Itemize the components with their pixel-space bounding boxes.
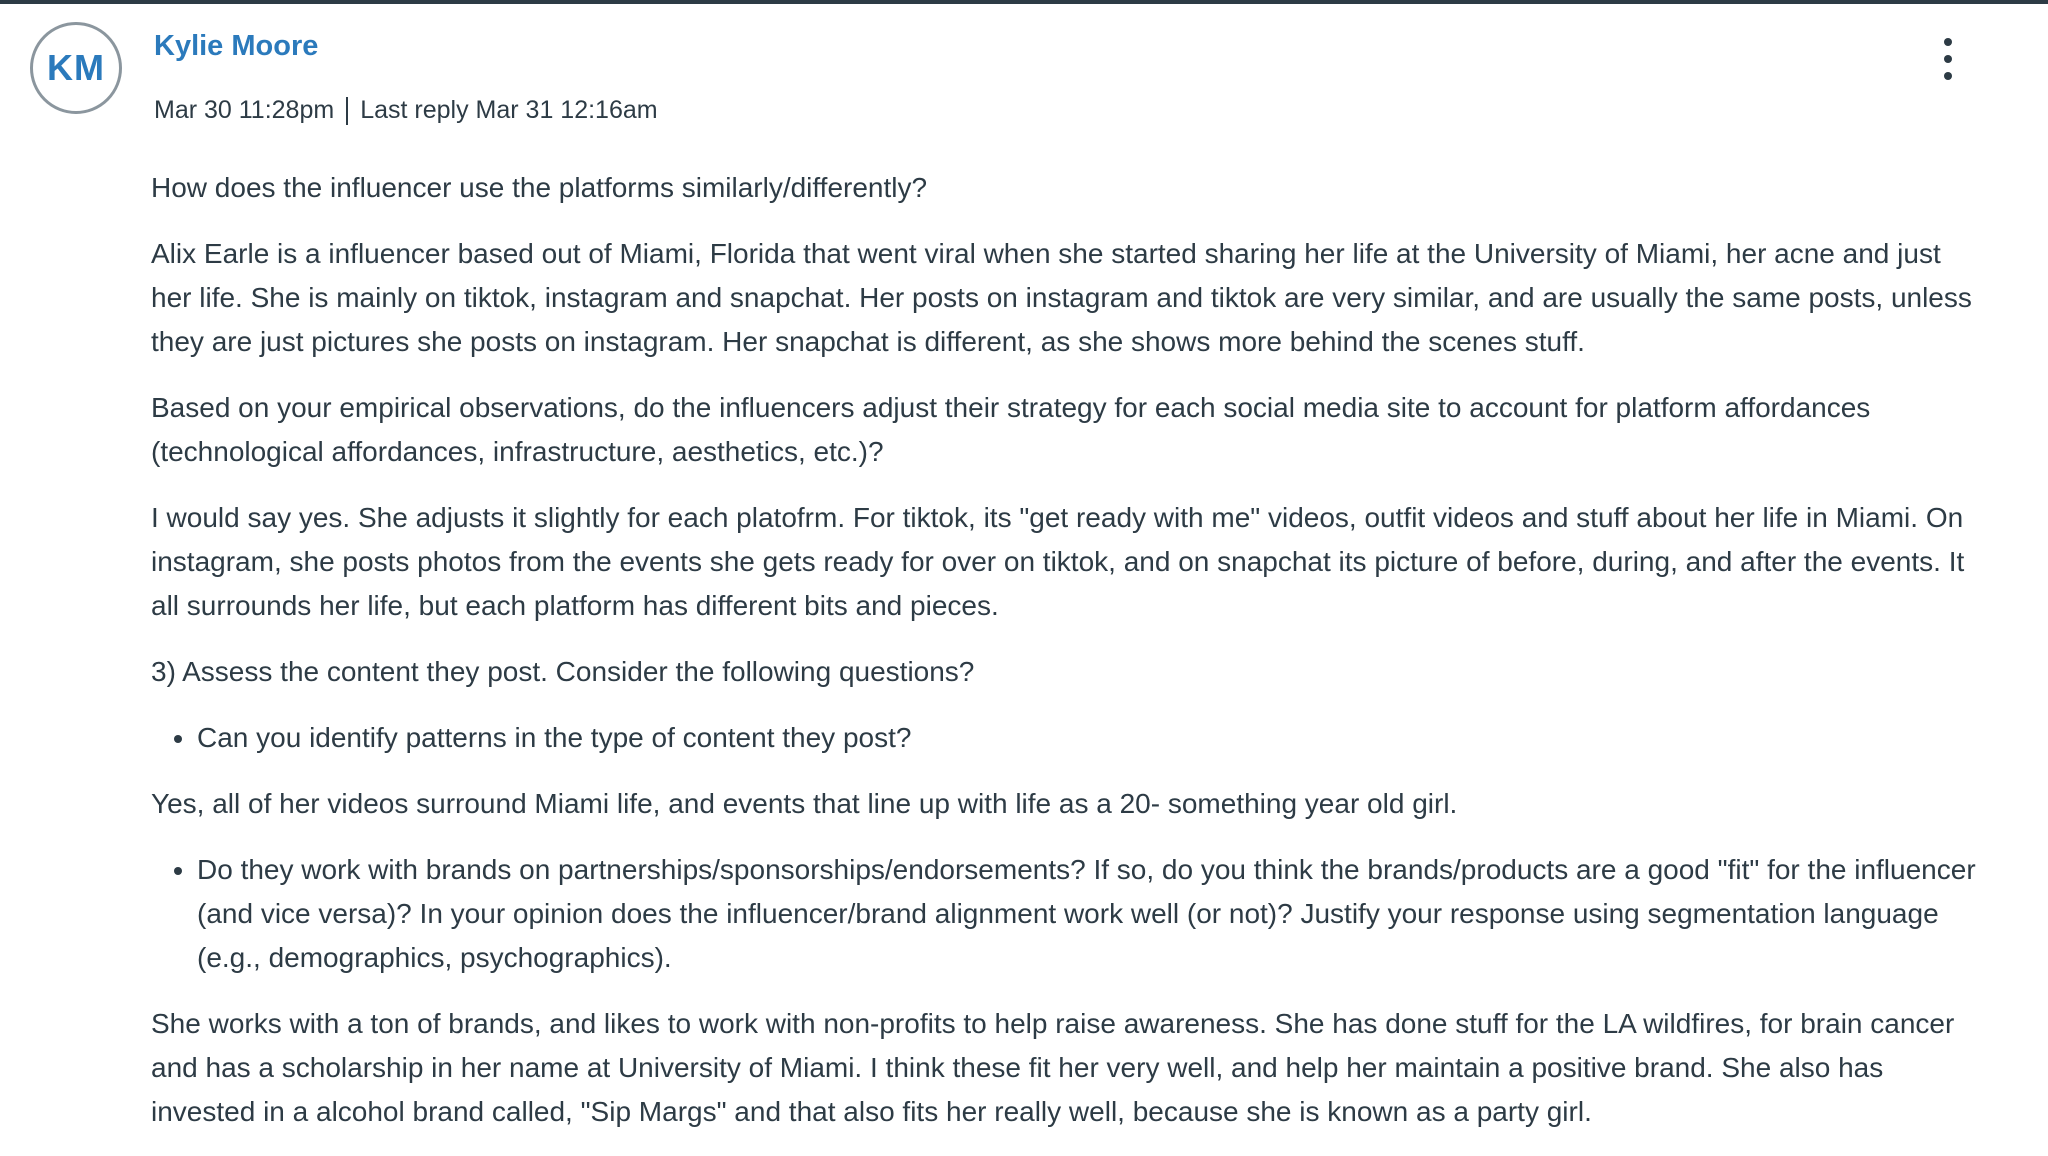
question-3: 3) Assess the content they post. Consider the following questions? [151,656,975,687]
answer-2: I would say yes. She adjusts it slightly for each platofrm. For tiktok, its "get ready with me" videos, outfit videos and stuff about her life in Miami. On instagram, she posts photos from the events she gets ready for over on tiktok, and on snapchat its picture of before, during, and after the events. It all surrounds her life, but each platform has different bits and pieces. [151,502,1965,621]
answer-3: Yes, all of her videos surround Miami life, and events that line up with life as a 20- something year old girl. [151,788,1458,819]
avatar-initials: KM [47,47,105,88]
kebab-dot [1944,38,1952,46]
bullet-list-2 [151,848,1986,980]
bullet-item: • Do they work with brands on partnerships/sponsorships/endorsements? If so, do you think the brands/products are a good "fit" for the influencer (and vice versa)? In your opinion does the influencer/brand alignment work well (or not)? Justify your response using segmentation language (e.g., demographics, psychographics). [197,848,1986,980]
answer-4: She works with a ton of brands, and likes to work with non-profits to help raise awareness. She has done stuff for the LA wildfires, for brain cancer and has a scholarship in her name at University of Miami. I think these fit her very well, and help her maintain a positive brand. She also has invested in a alcohol brand called, "Sip Margs" and that also fits her really well, because she is known as a party girl. [151,1008,1955,1127]
meta-separator [346,97,348,125]
answer-1: Alix Earle is a influencer based out of Miami, Florida that went viral when she started sharing her life at the University of Miami, her acne and just her life. She is mainly on tiktok, instagram and snapchat. Her posts on instagram and tiktok are very similar, and are usually the same posts, unless they are just pictures she posts on instagram. Her snapchat is different, as she shows more behind the scenes stuff. [151,238,1972,357]
kebab-menu-icon[interactable] [1930,38,1966,80]
question-1: How does the influencer use the platforms similarly/differently? [151,172,928,203]
post-date: Mar 30 11:28pm [154,96,335,124]
kebab-dot [1944,72,1952,80]
bullet-item: • Can you identify patterns in the type of content they post? [197,716,1986,760]
bullet-list-1 [151,716,1986,760]
kebab-dot [1944,55,1952,63]
post-metadata [154,96,658,125]
question-2: Based on your empirical observations, do the influencers adjust their strategy for each social media site to account for platform affordances (technological affordances, infrastructure, aesthetics, etc.)? [151,392,1871,467]
last-reply-date: Last reply Mar 31 12:16am [360,96,658,124]
avatar[interactable] [30,22,122,114]
post-body [151,166,1986,1156]
author-name-link[interactable]: Kylie Moore [154,30,319,62]
